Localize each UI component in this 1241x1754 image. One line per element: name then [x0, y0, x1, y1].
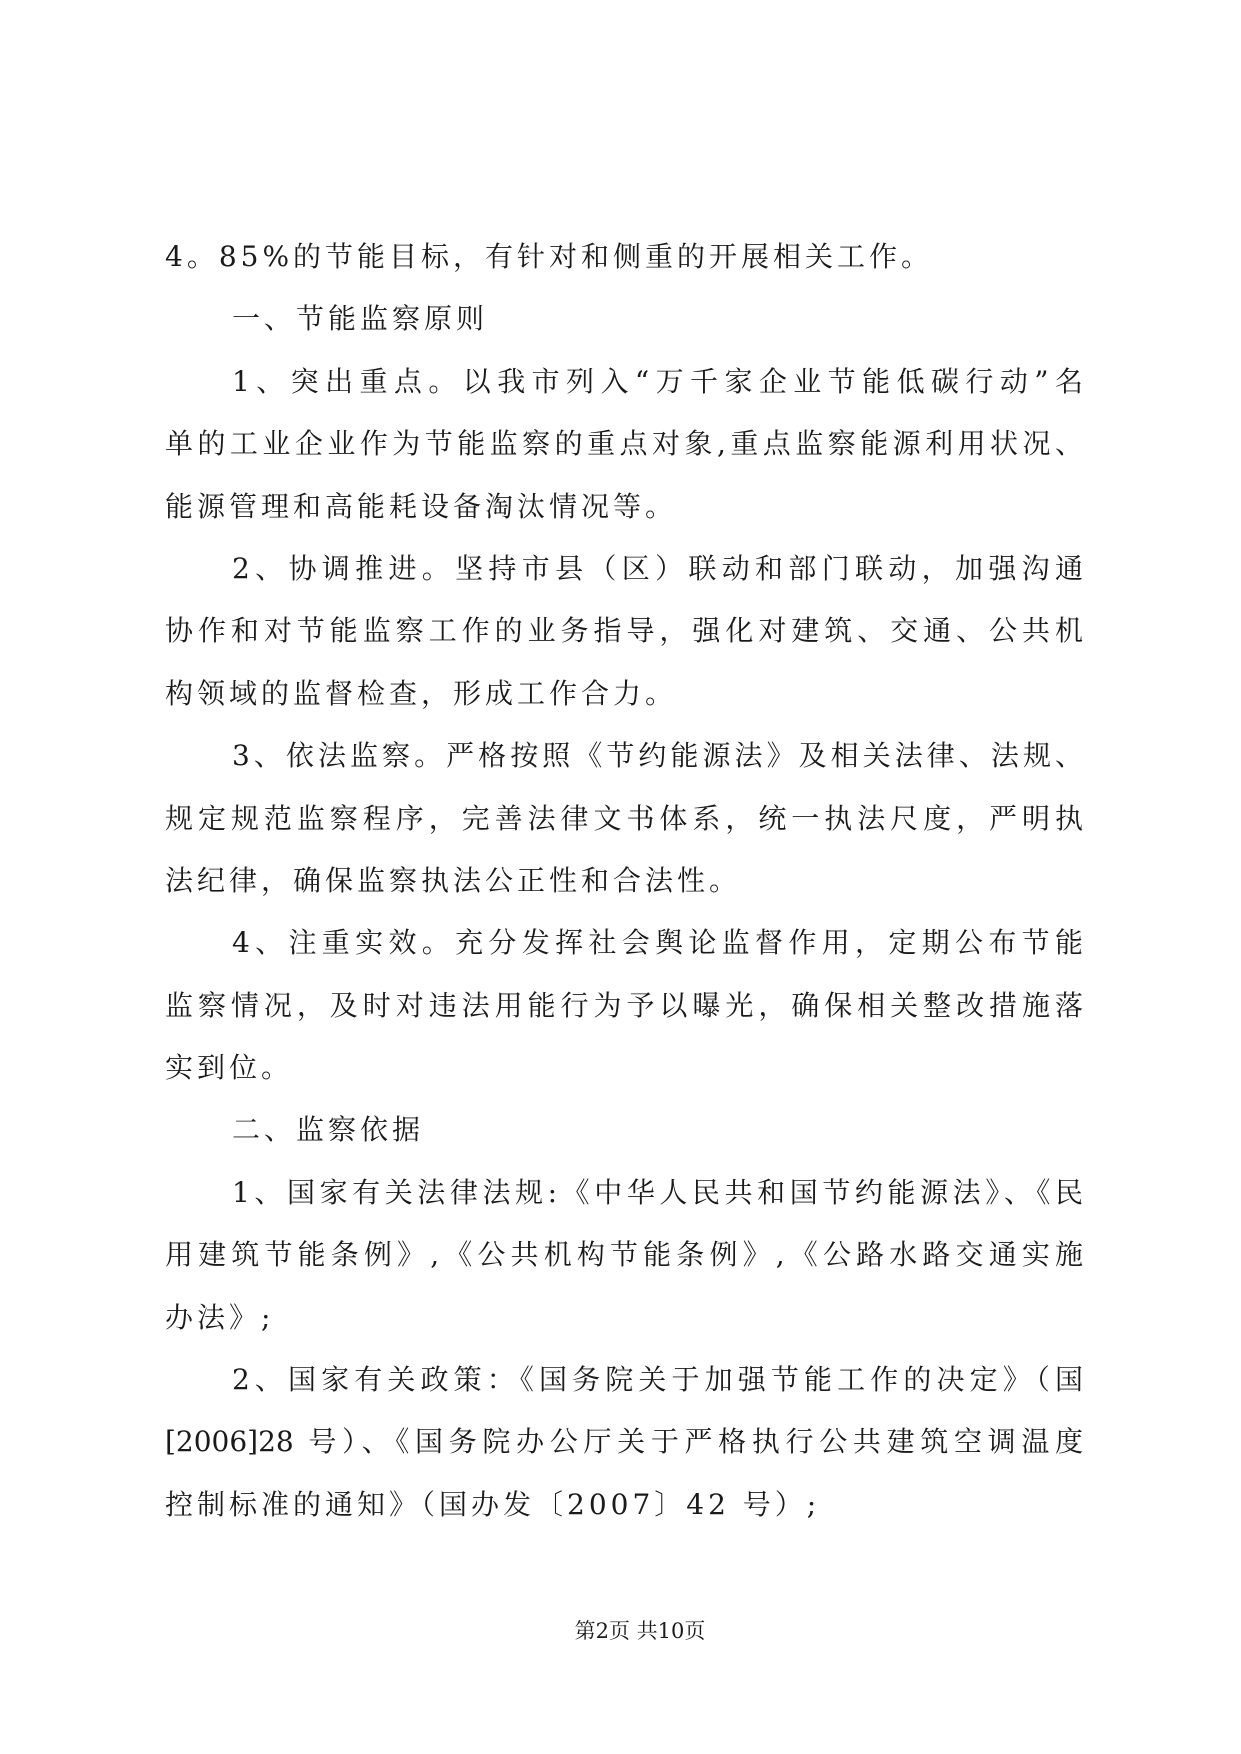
section-heading: 一、节能监察原则	[232, 302, 489, 336]
text-line: 办法》;	[165, 1300, 275, 1334]
text-line: 控制标准的通知》（国办发〔2007〕42 号）;	[165, 1487, 821, 1521]
text-line: 单的工业企业作为节能监察的重点对象,重点监察能源利用状况、	[165, 427, 1083, 461]
text-line: 能源管理和高能耗设备淘汰情况等。	[165, 489, 678, 523]
text-line: 用建筑节能条例》,《公共机构节能条例》,《公路水路交通实施	[165, 1238, 1083, 1272]
page-number-footer: 第2页 共10页	[574, 1619, 706, 1643]
text-line: 1、国家有关法律法规:《中华人民共和国节约能源法》、《民	[232, 1175, 1083, 1209]
text-line: 2、国家有关政策：《国务院关于加强节能工作的决定》（国	[232, 1363, 1083, 1397]
text-line: 法纪律，确保监察执法公正性和合法性。	[165, 863, 742, 897]
text-line: 构领域的监督检查，形成工作合力。	[165, 676, 678, 710]
text-line: 2、协调推进。坚持市县（区）联动和部门联动，加强沟通	[232, 551, 1083, 585]
text-line: 规定规范监察程序，完善法律文书体系，统一执法尺度，严明执	[165, 801, 1083, 835]
text-line: 1、突出重点。以我市列入“万千家企业节能低碳行动”名	[232, 364, 1083, 398]
text-line: 3、依法监察。严格按照《节约能源法》及相关法律、法规、	[232, 739, 1083, 773]
text-line: 监察情况，及时对违法用能行为予以曝光，确保相关整改措施落	[165, 988, 1083, 1022]
document-body	[165, 226, 1083, 1536]
text-line: 4、注重实效。充分发挥社会舆论监督作用，定期公布节能	[232, 926, 1083, 960]
section-heading: 二、监察依据	[232, 1113, 425, 1147]
text-line: 4。85%的节能目标，有针对和侧重的开展相关工作。	[165, 240, 934, 273]
text-line: 协作和对节能监察工作的业务指导，强化对建筑、交通、公共机	[165, 614, 1083, 648]
text-line: 实到位。	[165, 1051, 294, 1085]
text-line: [2006]28 号）、《国务院办公厅关于严格执行公共建筑空调温度	[165, 1425, 1083, 1459]
